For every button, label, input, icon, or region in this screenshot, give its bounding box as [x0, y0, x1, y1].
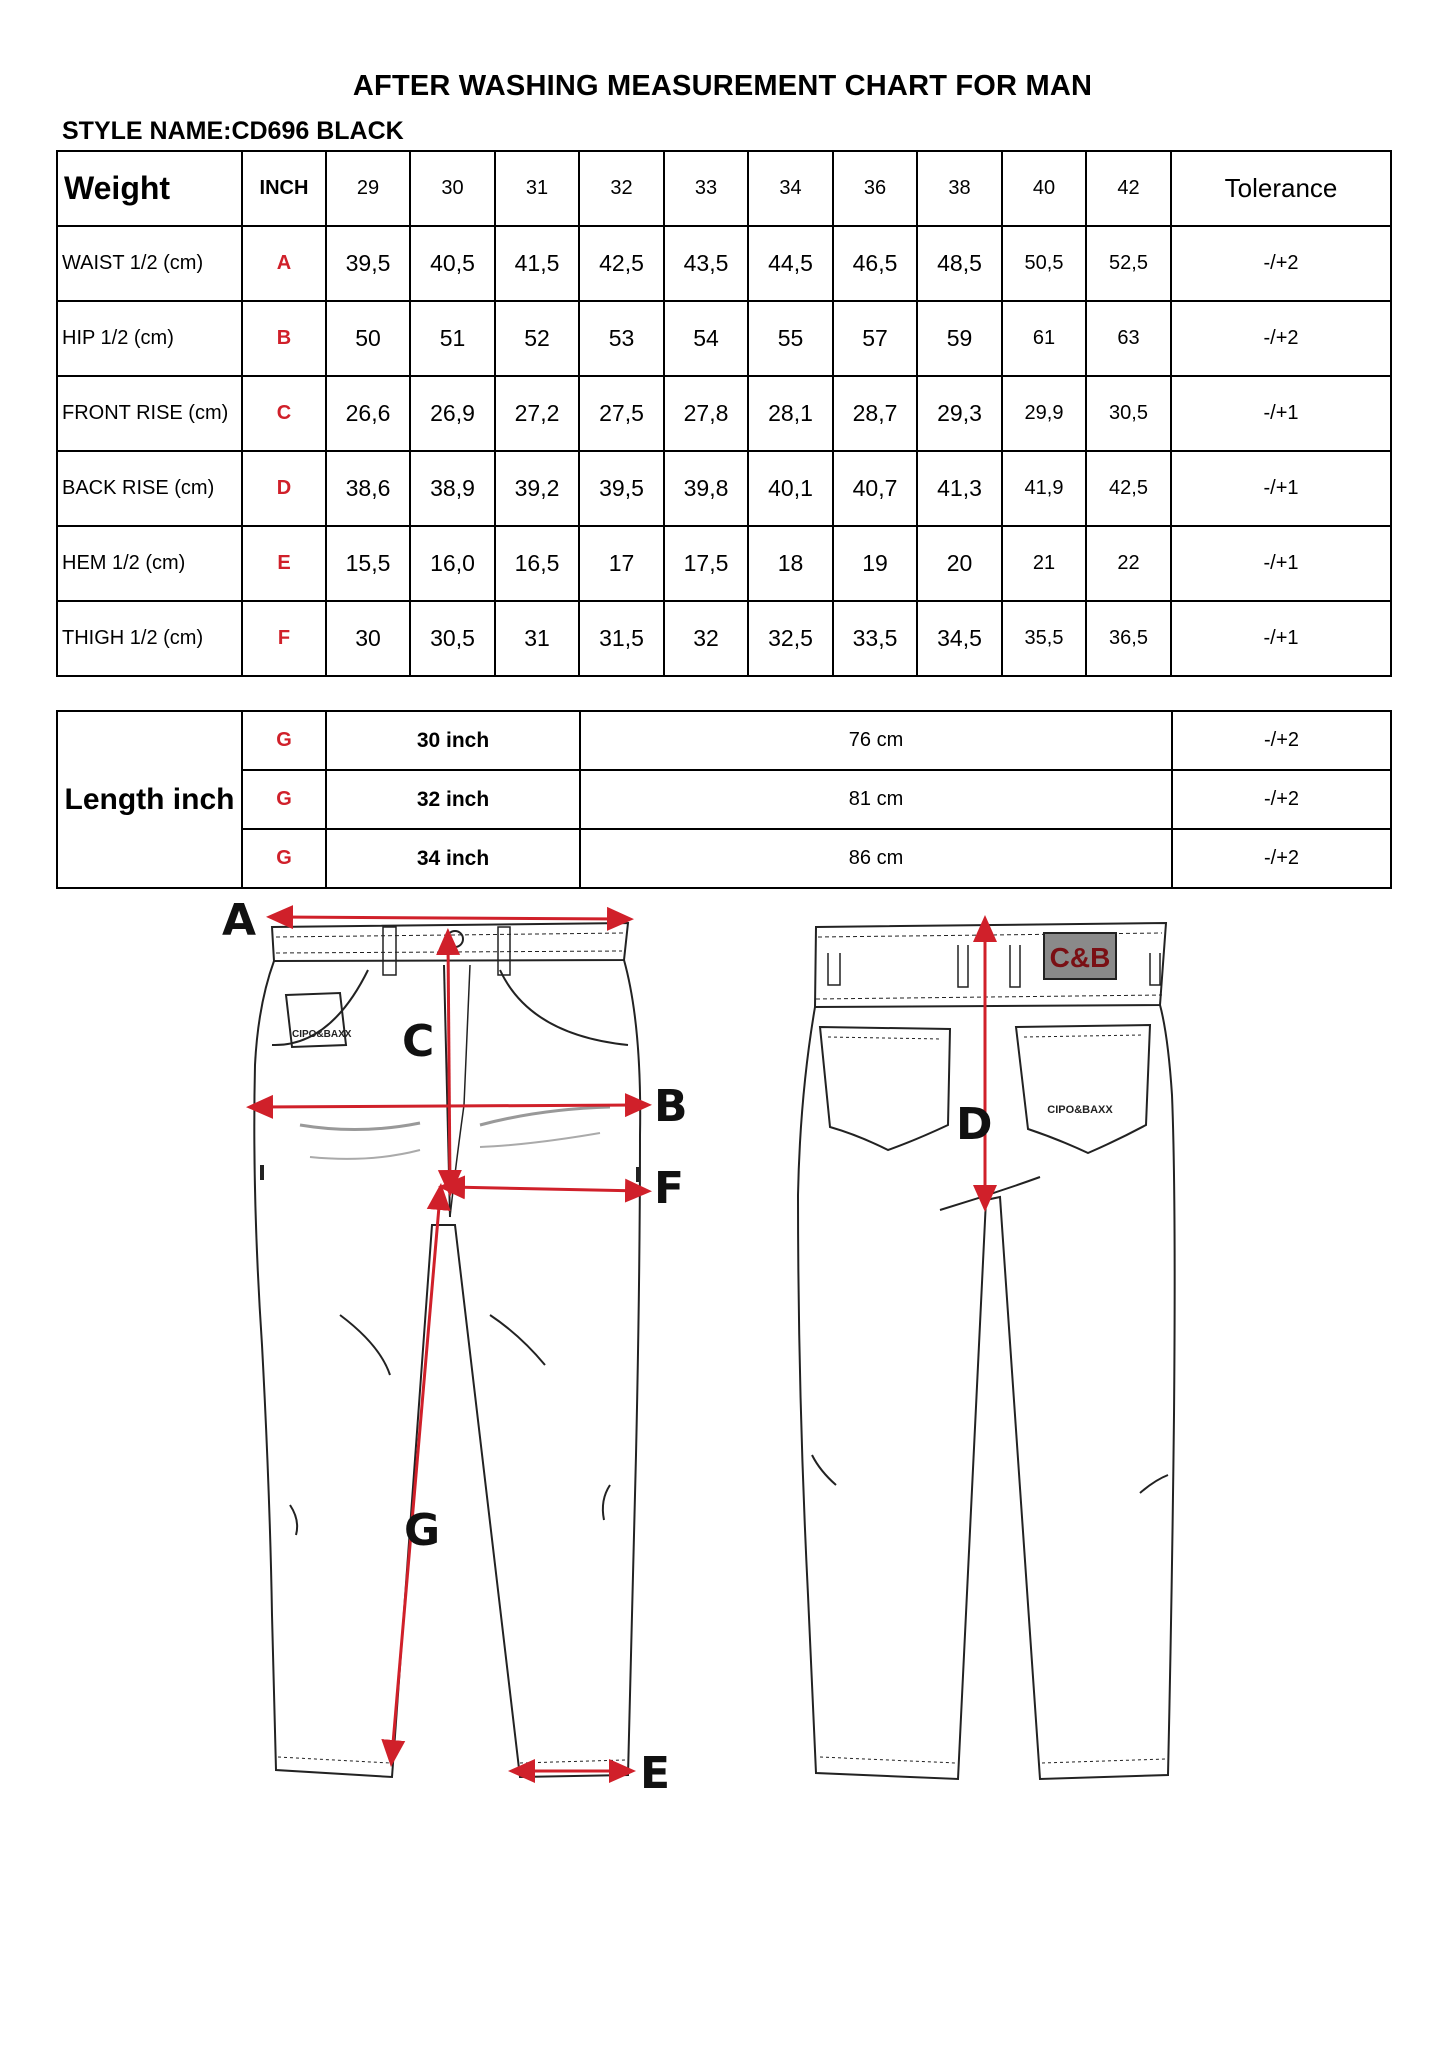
length-table	[56, 710, 1392, 889]
tolerance-value: -/+1	[1171, 601, 1391, 676]
size-header: 30	[410, 151, 495, 226]
measurement-value: 16,0	[410, 526, 495, 601]
measurement-value: 21	[1002, 526, 1086, 601]
measurement-value: 42,5	[579, 226, 664, 301]
measurement-value: 39,8	[664, 451, 748, 526]
measurement-value: 39,5	[326, 226, 410, 301]
measurement-value: 50,5	[1002, 226, 1086, 301]
measurement-code: D	[242, 451, 326, 526]
measurement-value: 31,5	[579, 601, 664, 676]
measurement-value: 52,5	[1086, 226, 1171, 301]
table-row	[57, 451, 1391, 526]
table-row	[57, 526, 1391, 601]
measurement-value: 35,5	[1002, 601, 1086, 676]
measurement-value: 33,5	[833, 601, 917, 676]
marker-d: D	[956, 1099, 993, 1150]
measurement-value: 32	[664, 601, 748, 676]
tolerance-value: -/+2	[1171, 226, 1391, 301]
tolerance-header: Tolerance	[1171, 151, 1391, 226]
measurement-value: 50	[326, 301, 410, 376]
size-header: 42	[1086, 151, 1171, 226]
measurement-value: 29,3	[917, 376, 1002, 451]
marker-f: F	[654, 1163, 685, 1214]
measurement-value: 29,9	[1002, 376, 1086, 451]
measurement-value: 43,5	[664, 226, 748, 301]
weight-header: Weight	[57, 151, 242, 226]
front-badge-text: CIPO&BAXX	[292, 1029, 352, 1040]
measurement-code: E	[242, 526, 326, 601]
size-header: 32	[579, 151, 664, 226]
measurement-value: 41,9	[1002, 451, 1086, 526]
measurement-code: C	[242, 376, 326, 451]
tolerance-value: -/+1	[1171, 451, 1391, 526]
front-view	[254, 923, 640, 1777]
measurement-value: 32,5	[748, 601, 833, 676]
measurement-value: 54	[664, 301, 748, 376]
length-tolerance: -/+2	[1172, 711, 1391, 770]
measurement-value: 51	[410, 301, 495, 376]
measurement-label: HIP 1/2 (cm)	[57, 301, 242, 376]
table-row	[57, 376, 1391, 451]
front-measure-lines	[258, 917, 640, 1771]
measurement-value: 26,6	[326, 376, 410, 451]
measurement-value: 30,5	[1086, 376, 1171, 451]
length-tolerance: -/+2	[1172, 770, 1391, 829]
measurement-value: 38,9	[410, 451, 495, 526]
measurement-value: 16,5	[495, 526, 579, 601]
measurement-label: FRONT RISE (cm)	[57, 376, 242, 451]
jeans-diagram	[0, 895, 1445, 1895]
measurement-value: 31	[495, 601, 579, 676]
table-header-row	[57, 151, 1391, 226]
measurement-value: 46,5	[833, 226, 917, 301]
measurement-value: 41,5	[495, 226, 579, 301]
measurement-value: 61	[1002, 301, 1086, 376]
measurement-value: 28,7	[833, 376, 917, 451]
length-cm: 81 cm	[580, 770, 1172, 829]
inch-header: INCH	[242, 151, 326, 226]
marker-e: E	[640, 1748, 671, 1799]
measurement-value: 27,8	[664, 376, 748, 451]
measurement-value: 59	[917, 301, 1002, 376]
measurement-value: 63	[1086, 301, 1171, 376]
marker-b: B	[654, 1081, 688, 1132]
measurement-value: 41,3	[917, 451, 1002, 526]
measurement-value: 27,2	[495, 376, 579, 451]
length-row	[57, 829, 1391, 888]
length-tolerance: -/+2	[1172, 829, 1391, 888]
back-pocket-text: CIPO&BAXX	[1047, 1104, 1113, 1116]
measurement-value: 40,1	[748, 451, 833, 526]
measurement-value: 18	[748, 526, 833, 601]
measurement-value: 28,1	[748, 376, 833, 451]
measurement-value: 44,5	[748, 226, 833, 301]
size-measurement-table	[56, 150, 1392, 677]
measurement-code: A	[242, 226, 326, 301]
measurement-label: BACK RISE (cm)	[57, 451, 242, 526]
length-inch: 30 inch	[326, 711, 580, 770]
page-title: AFTER WASHING MEASUREMENT CHART FOR MAN	[352, 70, 1093, 102]
size-header: 38	[917, 151, 1002, 226]
length-row	[57, 770, 1391, 829]
measurement-value: 20	[917, 526, 1002, 601]
measurement-value: 48,5	[917, 226, 1002, 301]
measurement-label: WAIST 1/2 (cm)	[57, 226, 242, 301]
table-row	[57, 226, 1391, 301]
size-header: 34	[748, 151, 833, 226]
length-row	[57, 711, 1391, 770]
marker-a: A	[222, 895, 257, 946]
marker-c: C	[402, 1016, 435, 1067]
length-label: Length inch	[57, 711, 242, 888]
measurement-value: 17,5	[664, 526, 748, 601]
measurement-value: 40,5	[410, 226, 495, 301]
style-name: STYLE NAME:CD696 BLACK	[62, 117, 404, 145]
measurement-label: HEM 1/2 (cm)	[57, 526, 242, 601]
tolerance-value: -/+1	[1171, 526, 1391, 601]
tolerance-value: -/+2	[1171, 301, 1391, 376]
length-cm: 76 cm	[580, 711, 1172, 770]
measurement-value: 26,9	[410, 376, 495, 451]
measurement-value: 17	[579, 526, 664, 601]
measurement-value: 38,6	[326, 451, 410, 526]
length-code: G	[242, 770, 326, 829]
size-header: 33	[664, 151, 748, 226]
length-code: G	[242, 711, 326, 770]
measurement-value: 30,5	[410, 601, 495, 676]
measurement-value: 52	[495, 301, 579, 376]
table-row	[57, 301, 1391, 376]
measurement-code: B	[242, 301, 326, 376]
brand-logo-text: C&B	[1049, 942, 1111, 973]
size-header: 29	[326, 151, 410, 226]
measurement-value: 19	[833, 526, 917, 601]
table-row	[57, 601, 1391, 676]
size-header: 36	[833, 151, 917, 226]
measurement-value: 57	[833, 301, 917, 376]
measurement-value: 15,5	[326, 526, 410, 601]
measurement-value: 55	[748, 301, 833, 376]
length-inch: 32 inch	[326, 770, 580, 829]
length-cm: 86 cm	[580, 829, 1172, 888]
measurement-value: 40,7	[833, 451, 917, 526]
measurement-value: 53	[579, 301, 664, 376]
measurement-value: 34,5	[917, 601, 1002, 676]
measurement-code: F	[242, 601, 326, 676]
tolerance-value: -/+1	[1171, 376, 1391, 451]
measurement-value: 30	[326, 601, 410, 676]
measurement-value: 39,5	[579, 451, 664, 526]
measurement-value: 39,2	[495, 451, 579, 526]
size-header: 40	[1002, 151, 1086, 226]
measurement-value: 42,5	[1086, 451, 1171, 526]
measurement-value: 27,5	[579, 376, 664, 451]
measurement-value: 36,5	[1086, 601, 1171, 676]
marker-g: G	[404, 1505, 441, 1556]
measurement-value: 22	[1086, 526, 1171, 601]
size-header: 31	[495, 151, 579, 226]
length-code: G	[242, 829, 326, 888]
measurement-label: THIGH 1/2 (cm)	[57, 601, 242, 676]
length-inch: 34 inch	[326, 829, 580, 888]
